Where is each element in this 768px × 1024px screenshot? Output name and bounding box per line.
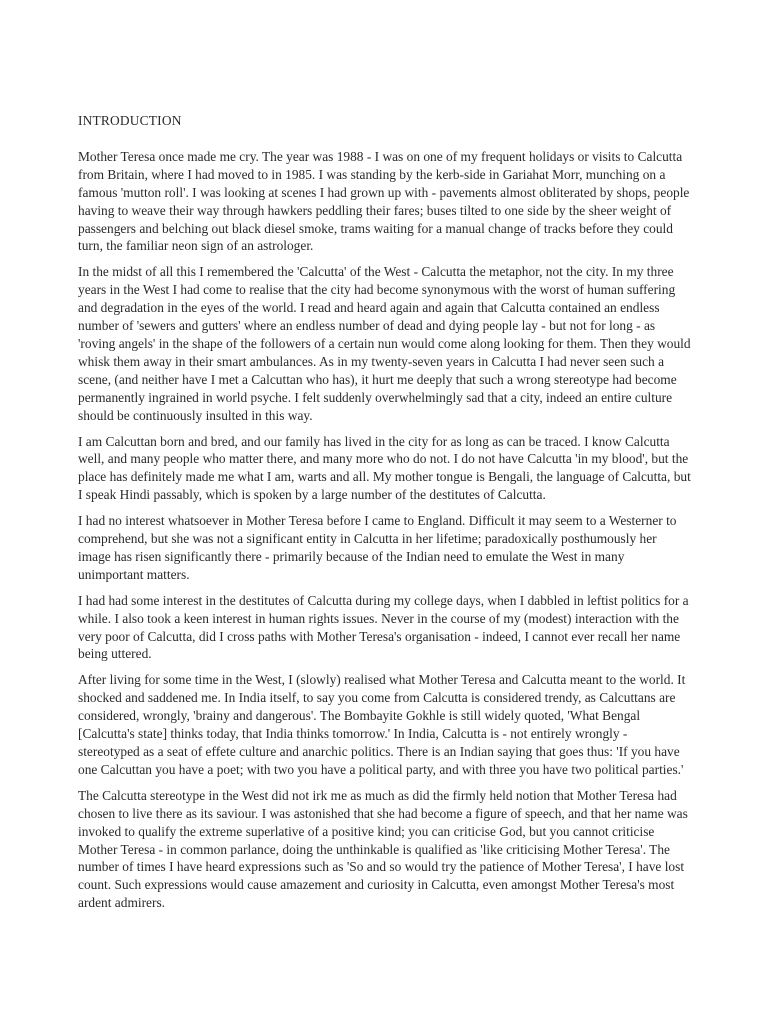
paragraph-2: In the midst of all this I remembered the 'Calcutta' of the West - Calcutta the metaphor, not the city. In my three years in the West I had come to realise that the city had become synonymous with the worst of human suffering and degradation in the eyes of the world. I read and heard again and again that Calcutta contained an endless number of 'sewers and gutters' where an endless number of dead and dying people lay - but not for long - as 'roving angels' in the shape of the followers of a certain nun would come along looking for them. Then they would whisk them away in their smart ambulances. As in my twenty-seven years in Calcutta I had never seen such a scene, (and neither have I met a Calcuttan who has), it hurt me deeply that such a wrong stereotype had become permanently ingrained in world psyche. I felt suddenly overwhelmingly sad that a city, indeed an entire culture should be continuously insulted in this way. [78, 264, 691, 423]
paragraph-6: After living for some time in the West, I (slowly) realised what Mother Teresa and Calcutta meant to the world. It shocked and saddened me. In India itself, to say you come from Calcutta is considered trendy, as Calcuttans are considered, wrongly, 'brainy and dangerous'. The Bombayite Gokhle is still widely quoted, 'What Bengal [Calcutta's state] thinks today, that India thinks tomorrow.' In India, Calcutta is - not entirely wrongly - stereotyped as a seat of effete culture and anarchic politics. There is an Indian saying that goes thus: 'If you have one Calcuttan you have a poet; with two you have a political party, and with three you have two political parties.' [78, 672, 686, 777]
paragraph-1: Mother Teresa once made me cry. The year was 1988 - I was on one of my frequent holidays or visits to Calcutta from Britain, where I had moved to in 1985. I was standing by the kerb-side in Gariahat Morr, munching on a famous 'mutton roll'. I was looking at scenes I had grown up with - pavements almost obliterated by shops, people having to weave their way through hawkers peddling their fares; buses tilted to one side by the sheer weight of passengers and belching out black diesel smoke, trams waiting for a manual change of tracks before they could turn, the familiar neon sign of an astrologer. [78, 148, 690, 254]
document-page [78, 112, 692, 920]
paragraph-5: I had had some interest in the destitutes of Calcutta during my college days, when I dabbled in leftist politics for a while. I also took a keen interest in human rights issues. Never in the course of my (modest) interaction with the very poor of Calcutta, did I cross paths with Mother Teresa's organisation - indeed, I cannot ever recall her name being uttered. [78, 592, 689, 662]
paragraph-3: I am Calcuttan born and bred, and our family has lived in the city for as long as can be traced. I know Calcutta well, and many people who matter there, and many more who do not. I do not have Calcutta 'in my blood', but the place has definitely made me what I am, warts and all. My mother tongue is Bengali, the language of Calcutta, but I speak Hindi passably, which is spoken by a large number of the destitutes of Calcutta. [78, 433, 691, 503]
paragraph-4: I had no interest whatsoever in Mother Teresa before I came to England. Difficult it may seem to a Westerner to comprehend, but she was not a significant entity in Calcutta in her lifetime; paradoxically posthumously her image has risen significantly there - primarily because of the Indian need to emulate the West in many unimportant matters. [78, 513, 677, 582]
section-heading: INTRODUCTION [78, 113, 182, 128]
paragraph-7: The Calcutta stereotype in the West did not irk me as much as did the firmly held notion that Mother Teresa had chosen to live there as its saviour. I was astonished that she had become a figure of speech, and that her name was invoked to qualify the extreme superlative of a positive kind; you can criticise God, but you cannot criticise Mother Teresa - in common parlance, doing the unthinkable is qualified as 'like criticising Mother Teresa'. The number of times I have heard expressions such as 'So and so would try the patience of Mother Teresa', I have lost count. Such expressions would cause amazement and curiosity in Calcutta, even amongst Mother Teresa's most ardent admirers. [78, 787, 688, 911]
